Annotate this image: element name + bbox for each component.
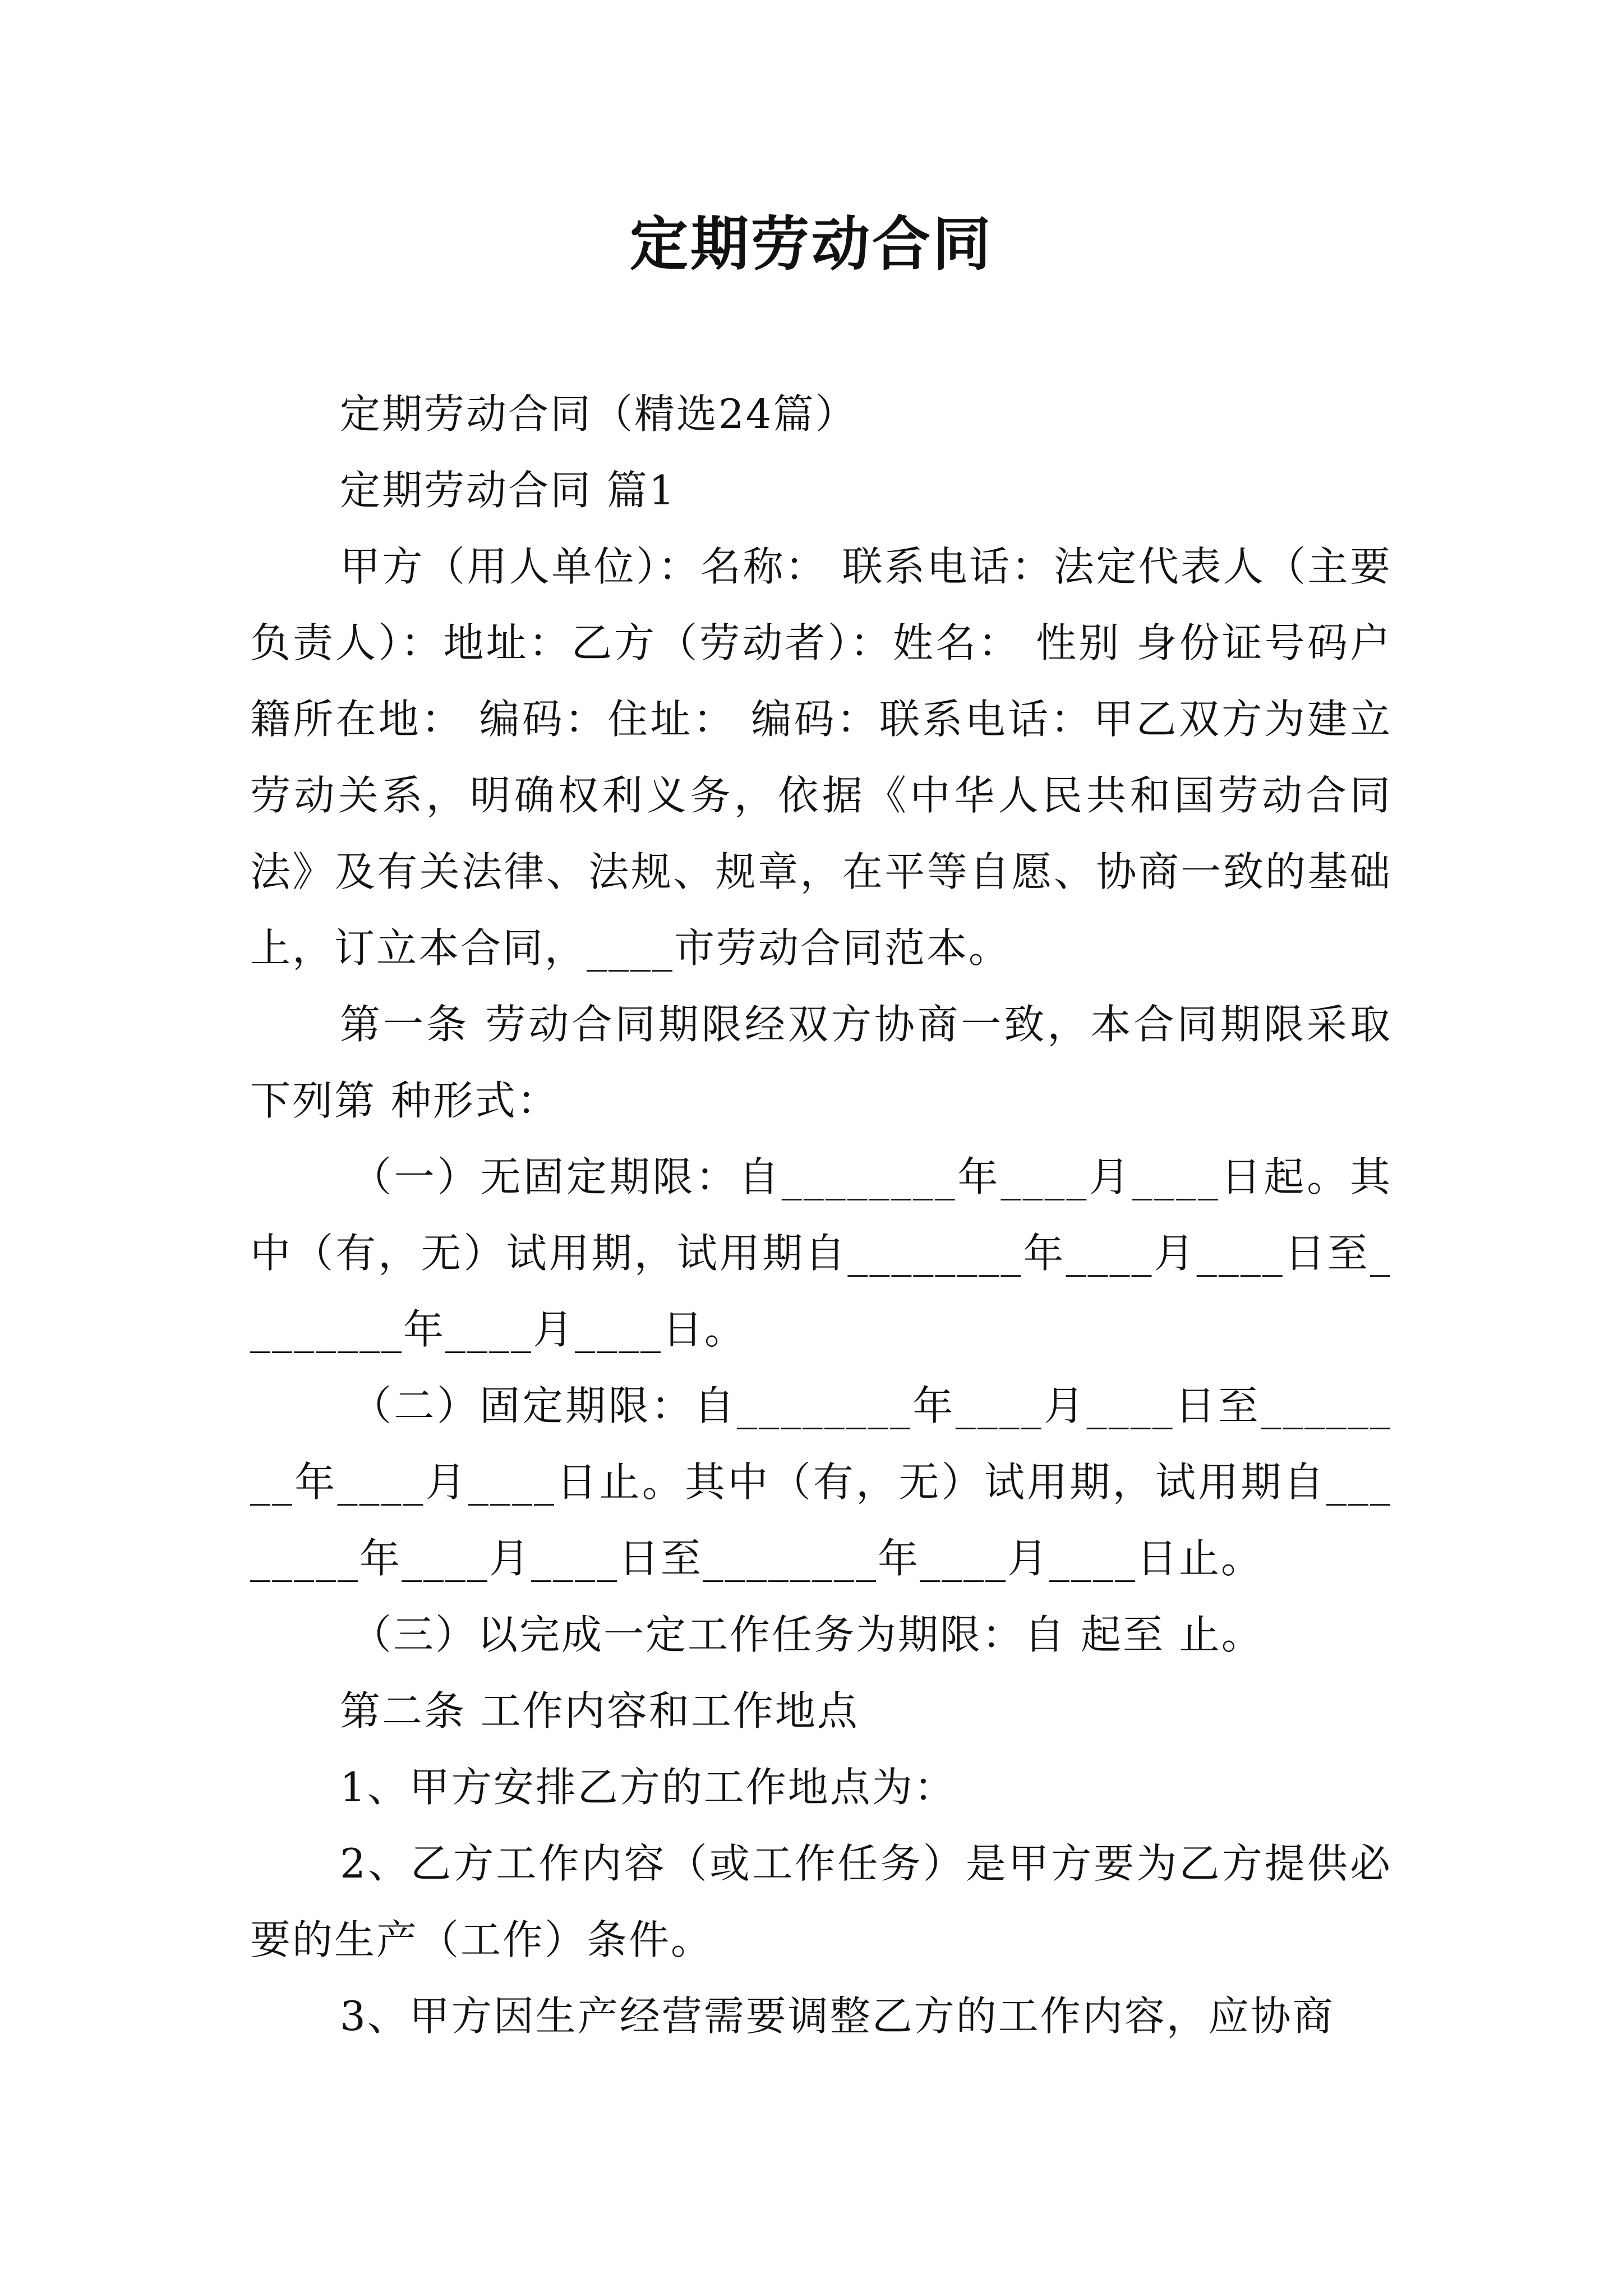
paragraph-term-fixed: （二）固定期限：自________年____月____日至________年____月____日止。其中（有，无）试用期，试用期自________年____月____日至________年____月____日止。 [250, 1382, 1392, 1582]
paragraph-term-task: （三）以完成一定工作任务为期限：自 起至 止。 [351, 1611, 1264, 1658]
paragraph-term-indefinite: （一）无固定期限：自________年____月____日起。其中（有，无）试用期，试用期自________年____月____日至________年____月____日。 [250, 1153, 1392, 1353]
document-title: 定期劳动合同 [629, 209, 993, 278]
paragraph-item-3: 3、甲方因生产经营需要调整乙方的工作内容，应协商 [340, 1993, 1335, 2040]
paragraph-article-2: 第二条 工作内容和工作地点 [340, 1687, 859, 1734]
paragraph-parties: 甲方（用人单位）：名称： 联系电话：法定代表人（主要负责人）：地址：乙方（劳动者）：姓名： 性别 身份证号码户籍所在地： 编码：住址： 编码：联系电话：甲乙双方为建立劳动关系，明确权利义务，依据《中华人民共和国劳动合同法》及有关法律、法规、规章，在平等自愿、协商一致的基础上，订立本合同，____市劳动合同范本。 [250, 543, 1392, 972]
paragraph-item-1: 1、甲方安排乙方的工作地点为： [340, 1764, 956, 1811]
paragraph-item-2: 2、乙方工作内容（或工作任务）是甲方要为乙方提供必要的生产（工作）条件。 [250, 1840, 1392, 1963]
paragraph-article-1: 第一条 劳动合同期限经双方协商一致，本合同期限采取下列第 种形式： [250, 1001, 1392, 1124]
paragraph-subtitle: 定期劳动合同（精选24篇） [340, 390, 857, 438]
document-body [250, 376, 1392, 2054]
paragraph-section-heading: 定期劳动合同 篇1 [340, 467, 676, 514]
